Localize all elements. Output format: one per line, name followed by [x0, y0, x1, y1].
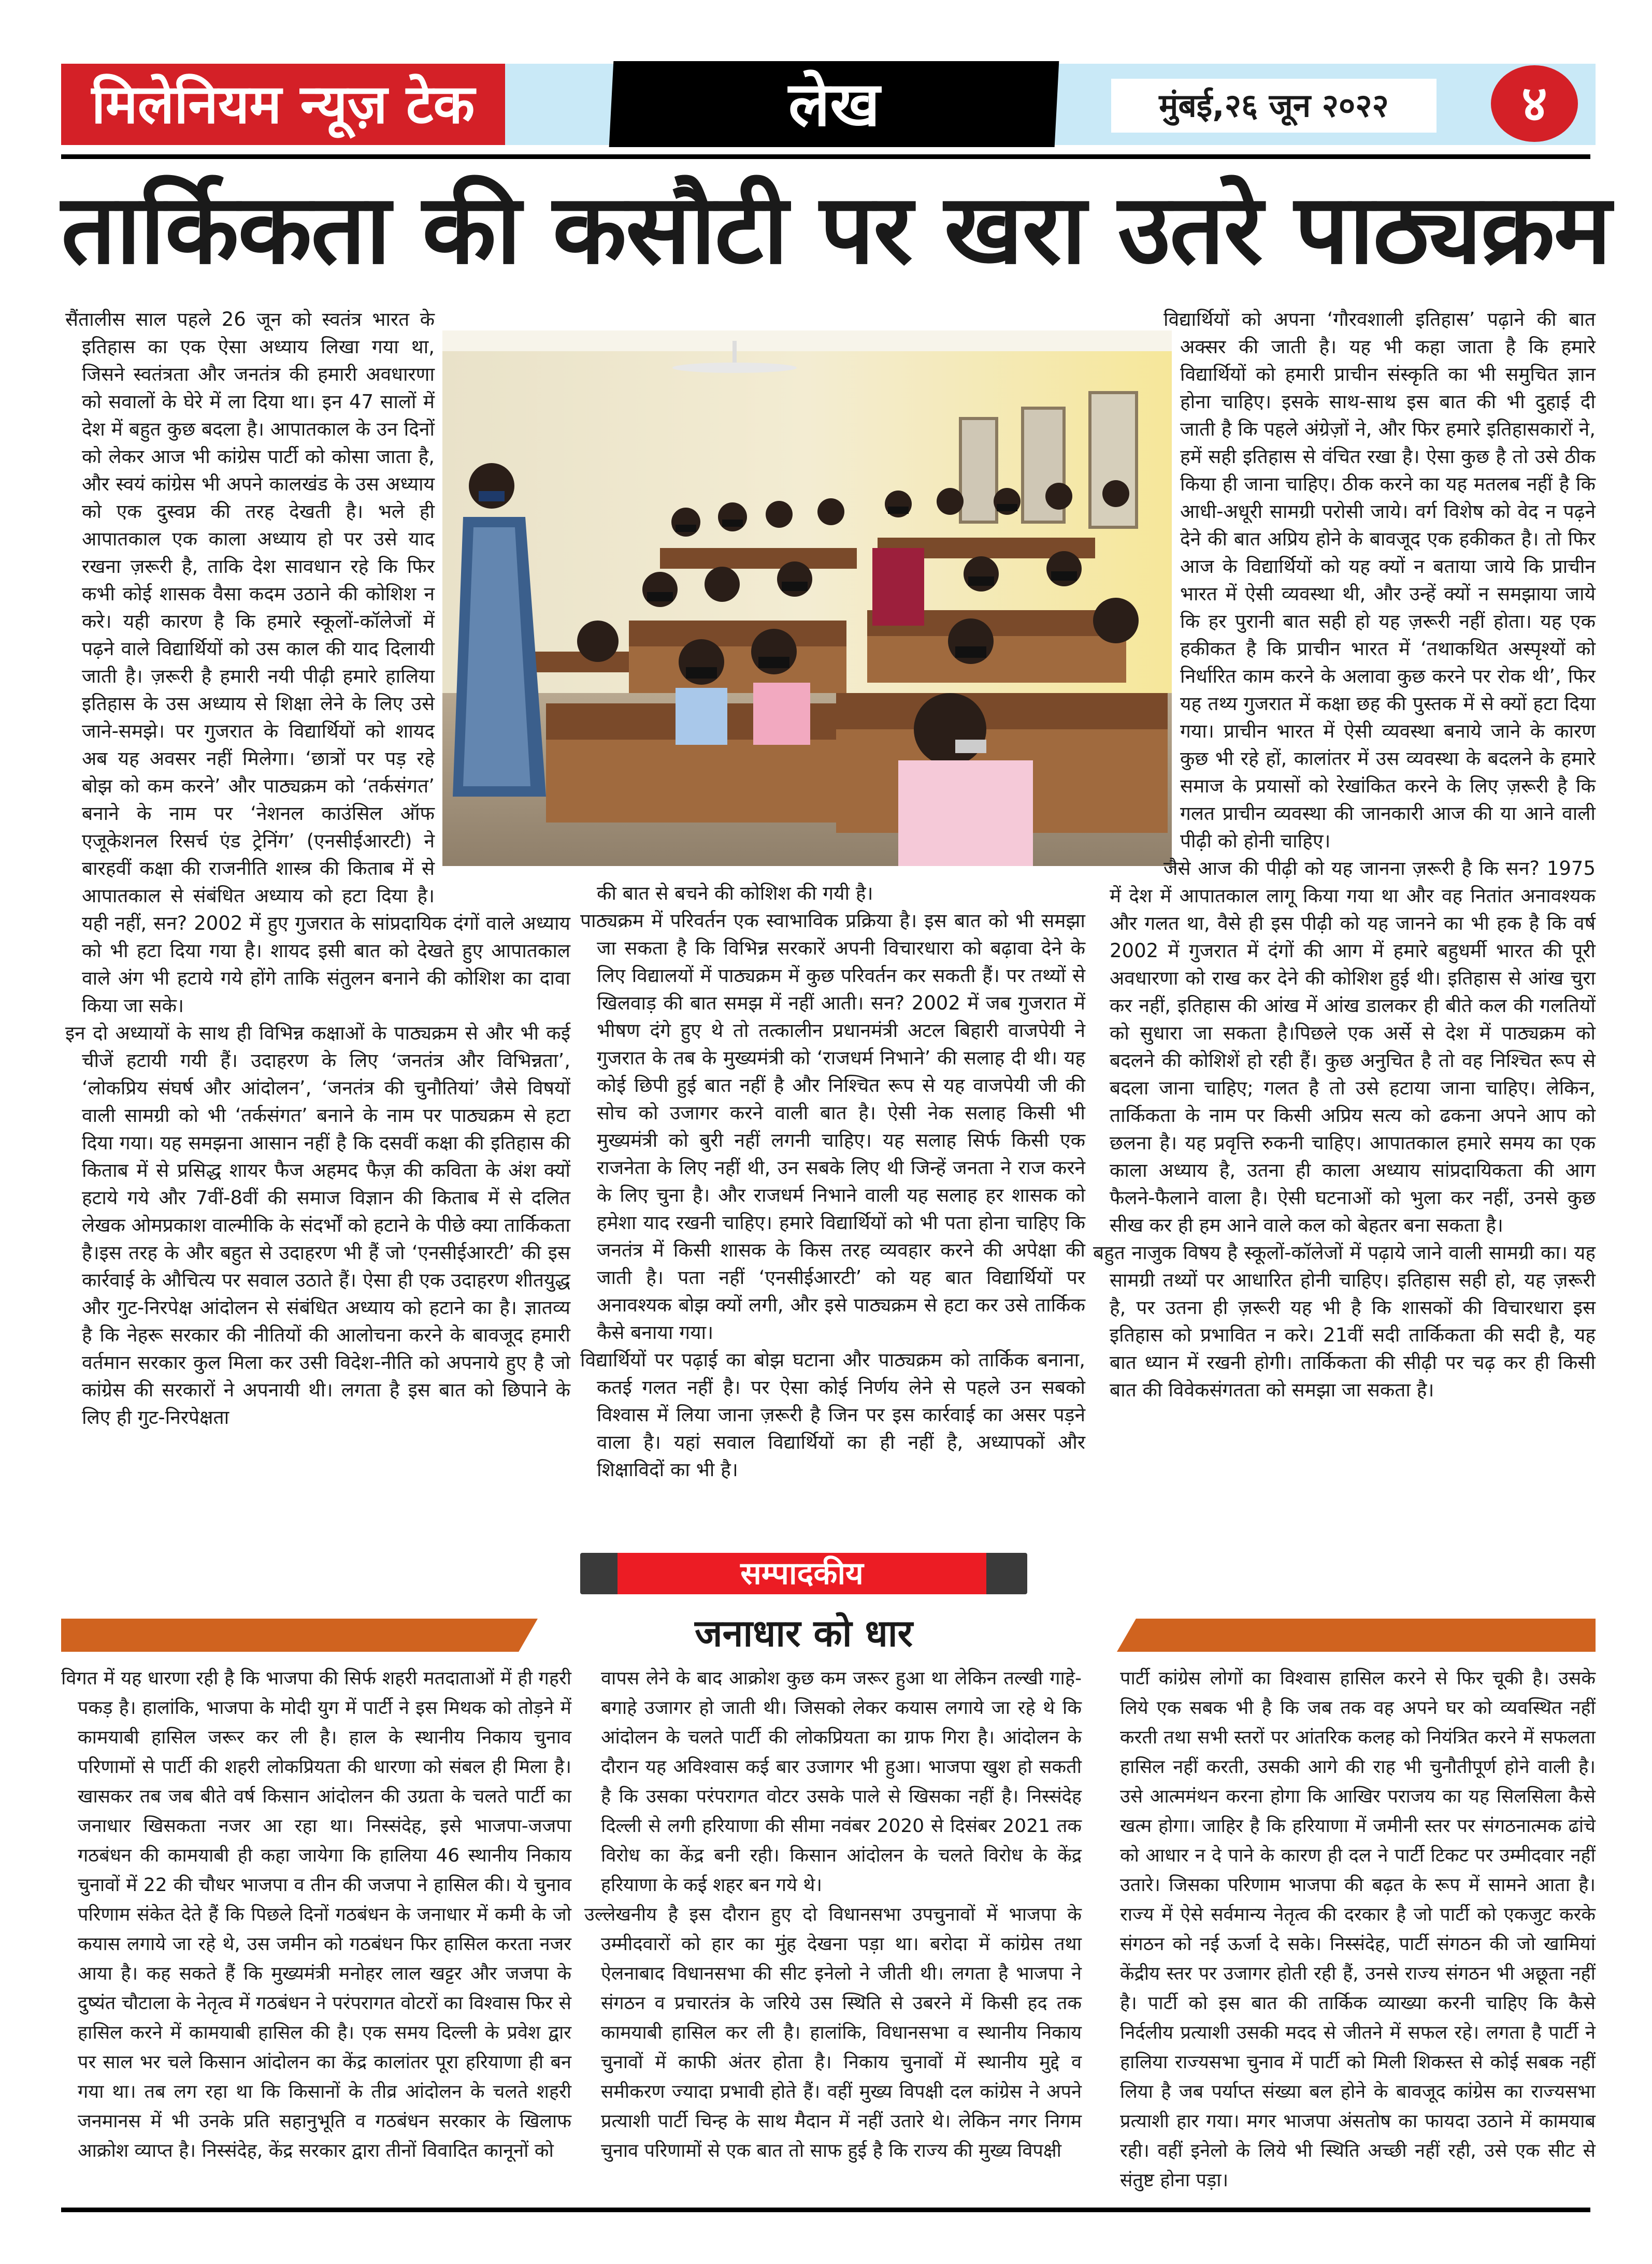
article-paragraph: विद्यार्थियों पर पढ़ाई का बोझ घटाना और पाठ्यक्रम को तार्किक बनाना, कतई गलत नहीं है। पर ऐसा कोई निर्णय लेने से पहले उन सबको विश्वास में लिया जाना ज़रूरी है जिन पर इस कार्रवाई का असर पड़ने वाला है। यहां सवाल विद्यार्थियों का ही नहीं है, अध्यापकों और शिक्षाविदों का भी है।: [580, 1349, 1085, 1481]
editorial-paragraph: पार्टी कांग्रेस लोगों का विश्वास हासिल करने से फिर चूकी है। उसके लिये एक सबक भी है कि जब तक वह अपने घर को व्यवस्थित नहीं करती तथा सभी स्तरों पर आंतरिक कलह को नियंत्रित करने में सफलता हासिल नहीं करती, उसकी आगे की राह भी चुनौतीपूर्ण होने वाली है। उसे आत्ममंथन करना होगा कि आखिर पराजय का यह सिलसिला कैसे खत्म होगा। जाहिर है कि हरियाणा में जमीनी स्तर पर संगठनात्मक ढांचे को आधार न दे पाने के कारण ही दल ने पार्टी टिकट पर उम्मीदवार नहीं उतारे। जिसका परिणाम भाजपा की बढ़त के रूप में सामने आता है। राज्य में ऐसे सर्वमान्य नेतृत्व की दरकार है जो पार्टी को एकजुट करके संगठन को नई ऊर्जा दे सके। निस्संदेह, पार्टी संगठन की जो खामियां केंद्रीय स्तर पर उजागर होती रही हैं, उनसे राज्य संगठन भी अछूता नहीं है। पार्टी को इस बात की तार्किक व्याख्या करनी चाहिए कि कैसे निर्दलीय प्रत्याशी उसकी मदद से जीतने में सफल रहे। लगता है पार्टी ने हालिया राज्यसभा चुनाव में पार्टी को मिली शिकस्त से कोई सबक नहीं लिया है जब पर्याप्त संख्या बल होने के बावजूद कांग्रेस का राज्यसभा प्रत्याशी हार गया। मगर भाजपा अंसतोष का फायदा उठाने में कामयाब रही। वहीं इनेलो के लिये भी स्थिति अच्छी नहीं रही, उसे एक सीट से संतुष्ट होना पड़ा।: [1120, 1668, 1596, 2191]
editorial-label: सम्पादकीय: [617, 1553, 986, 1594]
article-column-right: [1093, 306, 1596, 1404]
article-paragraph: की बात से बचने की कोशिश की गयी है।: [597, 882, 873, 904]
decorative-orange-bar-right: [1117, 1619, 1596, 1652]
article-paragraph: बहुत नाजुक विषय है स्कूलों-कॉलेजों में पढ़ाये जाने वाली सामग्री का। यह सामग्री तथ्यों पर आधारित होनी चाहिए। इतिहास सही हो, यह ज़रूरी है, पर उतना ही ज़रूरी यह भी है कि शासकों की विचारधारा इस इतिहास को प्रभावित न करे। 21वीं सदी तार्किकता की सदी है, यह बात ध्यान में रखनी होगी। तार्किकता की सीढ़ी पर चढ़ कर ही किसी बात की विवेकसंगतता को समझा जा सकता है।: [1093, 1242, 1596, 1401]
section-label-text: लेख: [788, 68, 880, 140]
footer-divider: [61, 2208, 1590, 2212]
article-paragraph: सैंतालीस साल पहले 26 जून को स्वतंत्र भारत के इतिहास का एक ऐसा अध्याय लिखा गया था, जिसने स्वतंत्रता और जनतंत्र की हमारी अवधारणा को सवालों के घेरे में ला दिया था। इन 47 सालों में देश में बहुत कुछ बदला है। आपातकाल के उन दिनों को लेकर आज भी कांग्रेस पार्टी को कोसा जाता है, और स्वयं कांग्रेस भी अपने कालखंड के उस अध्याय को एक दुस्वप्न की तरह देखती है। भले ही आपातकाल एक काला अध्याय हो पर उसे याद रखना ज़रूरी है, ताकि देश सावधान रहे कि फिर कभी कोई शासक वैसा कदम उठाने की कोशिश न करे। यही कारण है कि हमारे स्कूलों-कॉलेजों में पढ़ने वाले विद्यार्थियों को उस काल की याद दिलायी जाती है। ज़रूरी है हमारी नयी पीढ़ी हमारे हालिया इतिहास के उस अध्याय से शिक्षा लेने के लिए उसे जाने-समझे। पर गुजरात के विद्यार्थियों को शायद अब यह अवसर नहीं मिलेगा। ‘छात्रों पर पड़ रहे बोझ को कम करने’ और पाठ्यक्रम को ‘तर्कसंगत’ बनाने के नाम पर ‘नेशनल काउंसिल ऑफ एजूकेशनल रिसर्च एंड ट्रेनिंग’ (एनसीईआरटी) ने बारहवीं कक्षा की राजनीति शास्त्र की किताब में से आपातकाल से संबंधित अध्याय को हटा दिया है। यही नहीं, सन? 2002 में हुए गुजरात के सांप्रदायिक दंगों वाले अध्याय को भी हटा दिया गया है। शायद इसी बात को देखते हुए आपातकाल वाले अंग भी हटाये गये होंगे ताकि संतुलन बनाने की कोशिश का दावा किया जा सके।: [65, 308, 570, 1017]
article-column-left: [65, 306, 570, 1549]
decorative-orange-bar-left: [61, 1619, 538, 1652]
page-number: ४: [1491, 65, 1578, 142]
header-divider: [61, 154, 1590, 159]
photo-spacer: [435, 306, 570, 891]
newspaper-logo: मिलेनियम न्यूज़ टेक: [61, 64, 505, 145]
photo-spacer: [1093, 306, 1180, 879]
editorial-title: जनाधार को धार: [695, 1611, 913, 1655]
edition-date: मुंबई,२६ जून २०२२: [1111, 79, 1436, 133]
section-label: [609, 61, 1059, 147]
editorial-paragraph: उल्लेखनीय है इस दौरान हुए दो विधानसभा उपचुनावों में भाजपा के उम्मीदवारों को हार का मुंह देखना पड़ा था। बरोदा में कांग्रेस तथा ऐलनाबाद विधानसभा की सीट इनेलो ने जीती थी। लगता है भाजपा ने संगठन व प्रचारतंत्र के जरिये उस स्थिति से उबरने में किसी हद तक कामयाबी हासिल कर ली है। हालांकि, विधानसभा व स्थानीय निकाय चुनावों में काफी अंतर होता है। निकाय चुनावों में स्थानीय मुद्दे व समीकरण ज्यादा प्रभावी होते हैं। वहीं मुख्य विपक्षी दल कांग्रेस ने अपने प्रत्याशी पार्टी चिन्ह के साथ मैदान में नहीं उतारे थे। लेकिन नगर निगम चुनाव परिणामों से एक बात तो साफ हुई है कि राज्य की मुख्य विपक्षी: [584, 1904, 1082, 2161]
article-paragraph: विद्यार्थियों को अपना ‘गौरवशाली इतिहास’ पढ़ाने की बात अक्सर की जाती है। यह भी कहा जाता है कि हमारे विद्यार्थियों को हमारी प्राचीन संस्कृति का भी समुचित ज्ञान होना चाहिए। इसके साथ-साथ इस बात की भी दुहाई दी जाती है कि पहले अंग्रेज़ों ने, और फिर हमारे इतिहासकारों ने, हमें सही इतिहास से वंचित रखा है। ऐसा कुछ है तो उसे ठीक किया ही जाना चाहिए। ठीक करने का यह मतलब नहीं है कि आधी-अधूरी सामग्री परोसी जाये। वर्ग विशेष को वेद न पढ़ने देने की बात अप्रिय होने के बावजूद एक हकीकत है। तो फिर आज के विद्यार्थियों को यह क्यों न बताया जाये कि प्राचीन भारत में ऐसी व्यवस्था थी, और उन्हें क्यों न समझाया जाये कि हर पुरानी बात सही हो यह ज़रूरी नहीं होता। यह एक हकीकत है कि प्राचीन भारत में ‘तथाकथित अस्पृश्यों को निर्धारित काम करने के अलावा कुछ करने पर रोक थी’, फिर यह तथ्य गुजरात में कक्षा छह की पुस्तक में से क्यों हटा दिया गया। प्राचीन भारत में ऐसी व्यवस्था बनाये जाने के कारण कुछ भी रहे हों, कालांतर में उस व्यवस्था के बदलने के हमारे समाज के प्रयासों को रेखांकित करने के लिए ज़रूरी है कि गलत प्राचीन व्यवस्था की जानकारी आज की या आने वाली पीढ़ी को होनी चाहिए।: [1163, 308, 1596, 852]
article-paragraph: इन दो अध्यायों के साथ ही विभिन्न कक्षाओं के पाठ्यक्रम से और भी कई चीजें हटायी गयी हैं। उदाहरण के लिए ‘जनतंत्र और विभिन्नता’, ‘लोकप्रिय संघर्ष और आंदोलन’, ‘जनतंत्र की चुनौतियां’ जैसे विषयों वाली सामग्री को भी ‘तर्कसंगत’ बनाने के नाम पर पाठ्यक्रम से हटा दिया गया। यह समझना आसान नहीं है कि दसवीं कक्षा की इतिहास की किताब में से प्रसिद्ध शायर फैज अहमद फैज़ की कविता के अंश क्यों हटाये गये और 7वीं-8वीं की समाज विज्ञान की किताब में से दलित लेखक ओमप्रकाश वाल्मीकि के संदर्भों को हटाने के पीछे क्या तार्किकता है।इस तरह के और बहुत से उदाहरण भी हैं जो ‘एनसीईआरटी’ की इस कार्रवाई के औचित्य पर सवाल उठाते हैं। ऐसा ही एक उदाहरण शीतयुद्ध और गुट-निरपेक्ष आंदोलन से संबंधित अध्याय को हटाने का है। ज्ञातव्य है कि नेहरू सरकार की नीतियों की आलोचना करने के बावजूद हमारी वर्तमान सरकार कुल मिला कर उसी विदेश-नीति को अपनाये हुए है जो कांग्रेस की सरकारों ने अपनायी थी। लगता है इस बात को छिपाने के लिए ही गुट-निरपेक्षता: [65, 1022, 570, 1429]
editorial-column-1: [61, 1664, 571, 2166]
article-column-middle: [580, 879, 1085, 1483]
article-paragraph: पाठ्यक्रम में परिवर्तन एक स्वाभाविक प्रक्रिया है। इस बात को भी समझा जा सकता है कि विभिन्न सरकारें अपनी विचारधारा को बढ़ावा देने के लिए विद्यालयों में पाठ्यक्रम में कुछ परिवर्तन कर सकती हैं। पर तथ्यों से खिलवाड़ की बात समझ में नहीं आती। सन? 2002 में जब गुजरात में भीषण दंगे हुए थे तो तत्कालीन प्रधानमंत्री अटल बिहारी वाजपेयी ने गुजरात के तब के मुख्यमंत्री को ‘राजधर्म निभाने’ की सलाह दी थी। यह कोई छिपी हुई बात नहीं है और निश्चित रूप से यह वाजपेयी जी की सोच को उजागर करने वाली बात है। ऐसी नेक सलाह किसी भी मुख्यमंत्री को बुरी नहीं लगनी चाहिए। यह सलाह सिर्फ किसी एक राजनेता के लिए नहीं थी, उन सबके लिए थी जिन्हें जनता ने राज करने के लिए चुना है। और राजधर्म निभाने वाली यह सलाह हर शासक को हमेशा याद रखनी चाहिए। हमारे विद्यार्थियों को भी पता होना चाहिए कि जनतंत्र में किसी शासक के किस तरह व्यवहार करने की अपेक्षा की जाती है। पता नहीं ‘एनसीईआरटी’ को यह बात विद्यार्थियों पर अनावश्यक बोझ क्यों लगी, और इसे पाठ्यक्रम से हटा कर उसे तार्किक कैसे बनाया गया।: [580, 910, 1085, 1344]
article-headline: तार्किकता की कसौटी पर खरा उतरे पाठ्यक्रम: [61, 173, 1611, 285]
editorial-column-3: [1103, 1664, 1596, 2195]
article-paragraph: जैसे आज की पीढ़ी को यह जानना ज़रूरी है कि सन? 1975 में देश में आपातकाल लागू किया गया था और वह नितांत अनावश्यक और गलत था, वैसे ही इस पीढ़ी को यह जानने का भी हक है कि वर्ष 2002 में गुजरात में दंगों की आग में हमारे बहुधर्मी भारत की पूरी अवधारणा को राख कर देने की कोशिश हुई थी। इतिहास से आंख चुरा कर नहीं, इतिहास की आंख में आंख डालकर ही बीते कल की गलतियों को सुधारा जा सकता है।पिछले एक अर्से से देश में पाठ्यक्रम को बदलने की कोशिशें हो रही हैं। कुछ अनुचित है तो वह निश्चित रूप से बदला जाना चाहिए; गलत है तो उसे हटाया जाना चाहिए। लेकिन, तार्किकता के नाम पर किसी अप्रिय सत्य को ढकना अपने आप को छलना है। यह प्रवृत्ति रुकनी चाहिए। आपातकाल हमारे समय का एक काला अध्याय है, उतना ही काला अध्याय सांप्रदायिकता की आग फैलने-फैलाने वाला है। ऐसी घटनाओं को भुला कर नहीं, उनसे कुछ सीख कर ही हम आने वाले कल को बेहतर बना सकता है।: [1110, 857, 1596, 1236]
editorial-paragraph: विगत में यह धारणा रही है कि भाजपा की सिर्फ शहरी मतदाताओं में ही गहरी पकड़ है। हालांकि, भाजपा के मोदी युग में पार्टी ने इस मिथक को तोड़ने में कामयाबी हासिल जरूर कर ली है। हाल के स्थानीय निकाय चुनाव परिणामों से पार्टी की शहरी लोकप्रियता की धारणा को संबल ही मिला है। खासकर तब जब बीते वर्ष किसान आंदोलन की उग्रता के चलते पार्टी का जनाधार खिसकता नजर आ रहा था। निस्संदेह, इसे भाजपा-जजपा गठबंधन की कामयाबी ही कहा जायेगा कि हालिया 46 स्थानीय निकाय चुनावों में 22 की चौधर भाजपा व तीन की जजपा ने हासिल की। ये चुनाव परिणाम संकेत देते हैं कि पिछले दिनों गठबंधन के जनाधार में कमी के जो कयास लगाये जा रहे थे, उस जमीन को गठबंधन फिर हासिल करता नजर आया है। कह सकते हैं कि मुख्यमंत्री मनोहर लाल खट्टर और जजपा के दुष्यंत चौटाला के नेतृत्व में गठबंधन ने परंपरागत वोटरों का विश्वास फिर से हासिल करने में कामयाबी हासिल की है। एक समय दिल्ली के प्रवेश द्वार पर साल भर चले किसान आंदोलन का केंद्र कालांतर पूरा हरियाणा ही बन गया था। तब लग रहा था कि किसानों के तीव्र आंदोलन के चलते शहरी जनमानस में भी उनके प्रति सहानुभूति व गठबंधन सरकार के खिलाफ आक्रोश व्याप्त है। निस्संदेह, केंद्र सरकार द्वारा तीनों विवादित कानूनों को: [61, 1668, 571, 2161]
editorial-column-2: [584, 1664, 1082, 2166]
editorial-paragraph: वापस लेने के बाद आक्रोश कुछ कम जरूर हुआ था लेकिन तल्खी गाहे-बगाहे उजागर हो जाती थी। जिसको लेकर कयास लगाये जा रहे थे कि आंदोलन के चलते पार्टी की लोकप्रियता का ग्राफ गिरा है। आंदोलन के दौरान यह अविश्वास कई बार उजागर भी हुआ। भाजपा खुश हो सकती है कि उसका परंपरागत वोटर उसके पाले से खिसका नहीं है। निस्संदेह दिल्ली से लगी हरियाणा की सीमा नवंबर 2020 से दिसंबर 2021 तक विरोध का केंद्र बनी रही। किसान आंदोलन के चलते विरोध के केंद्र हरियाणा के कई शहर बन गये थे।: [601, 1668, 1082, 1896]
